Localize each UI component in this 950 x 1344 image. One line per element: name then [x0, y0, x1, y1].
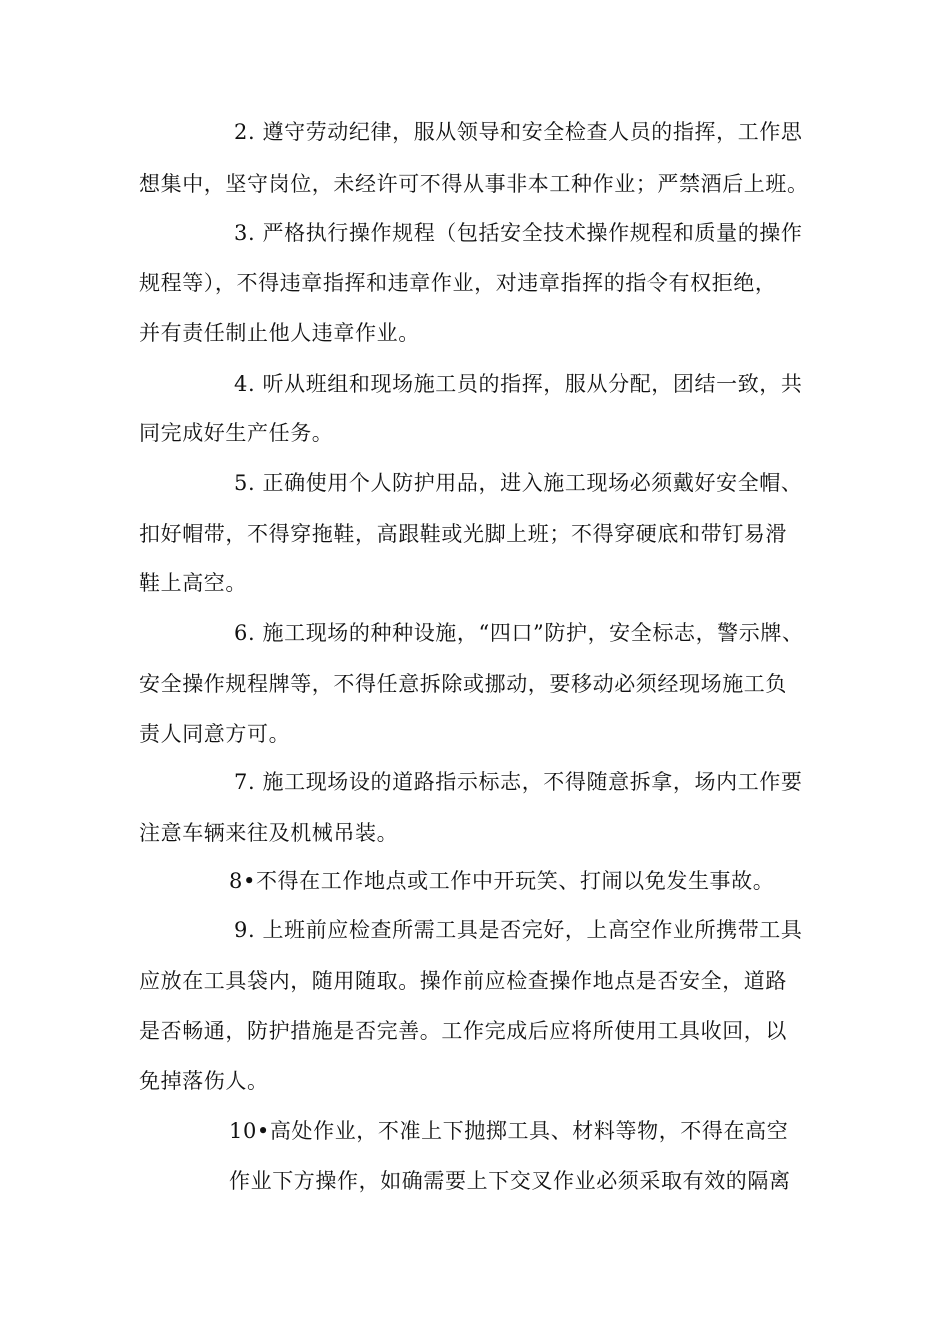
item-2-line-2: 想集中，坚守岗位，未经许可不得从事非本工种作业；严禁酒后上班。 — [139, 172, 809, 196]
item-6-line-2: 安全操作规程牌等，不得任意拆除或挪动，要移动必须经现场施工负 — [139, 672, 787, 696]
item-2-line-1: 2. 遵守劳动纪律，服从领导和安全检查人员的指挥，工作思 — [234, 120, 803, 144]
item-6-line-1: 6. 施工现场的种种设施，“四口”防护，安全标志，警示牌、 — [234, 621, 804, 645]
item-10-line-2: 作业下方操作，如确需要上下交叉作业必须采取有效的隔离 — [229, 1169, 791, 1193]
item-3-line-1: 3. 严格执行操作规程（包括安全技术操作规程和质量的操作 — [234, 221, 803, 245]
item-9-line-2: 应放在工具袋内，随用随取。操作前应检查操作地点是否安全，道路 — [139, 969, 787, 993]
item-8-line-1: 8•不得在工作地点或工作中开玩笑、打闹以免发生事故。 — [229, 869, 775, 893]
item-3-line-2: 规程等），不得违章指挥和违章作业，对违章指挥的指令有权拒绝， — [139, 271, 777, 295]
item-9-line-1: 9. 上班前应检查所需工具是否完好，上高空作业所携带工具 — [234, 918, 803, 942]
item-4-line-2: 同完成好生产任务。 — [139, 421, 334, 445]
item-4-line-1: 4. 听从班组和现场施工员的指挥，服从分配，团结一致，共 — [234, 372, 803, 396]
item-3-line-3: 并有责任制止他人违章作业。 — [139, 321, 420, 345]
item-7-line-2: 注意车辆来往及机械吊装。 — [139, 821, 399, 845]
item-5-line-3: 鞋上高空。 — [139, 571, 247, 595]
item-9-line-3: 是否畅通，防护措施是否完善。工作完成后应将所使用工具收回，以 — [139, 1019, 787, 1043]
item-5-line-2: 扣好帽带，不得穿拖鞋，高跟鞋或光脚上班；不得穿硬底和带钉易滑 — [139, 522, 787, 546]
item-5-line-1: 5. 正确使用个人防护用品，进入施工现场必须戴好安全帽、 — [234, 471, 803, 495]
item-10-line-1: 10•高处作业，不准上下抛掷工具、材料等物，不得在高空 — [229, 1119, 789, 1143]
item-7-line-1: 7. 施工现场设的道路指示标志，不得随意拆拿，场内工作要 — [234, 770, 803, 794]
item-6-line-3: 责人同意方可。 — [139, 722, 291, 746]
item-9-line-4: 免掉落伤人。 — [139, 1069, 269, 1093]
